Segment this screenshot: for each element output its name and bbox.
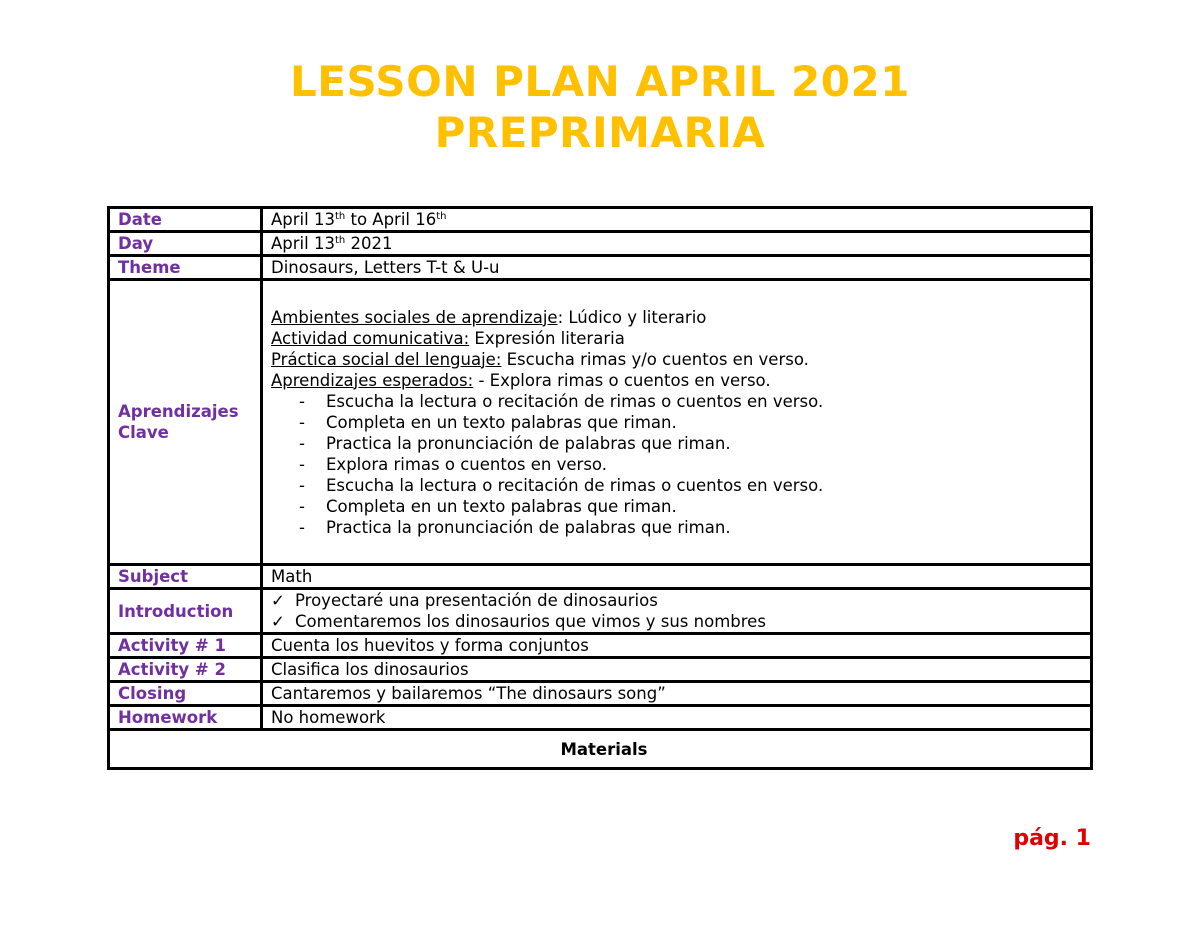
value-subject: Math (262, 565, 1092, 589)
list-item: - Completa en un texto palabras que riman. (299, 412, 1090, 433)
aprendizajes-list (271, 391, 1090, 538)
check-icon: ✓ (271, 612, 285, 631)
page-number: pág. 1 (1013, 826, 1091, 851)
list-item: - Practica la pronunciación de palabras que riman. (299, 517, 1090, 538)
value-activity-1: Cuenta los huevitos y forma conjuntos (262, 634, 1092, 658)
title-line-1: LESSON PLAN APRIL 2021 (290, 57, 910, 106)
row-materials (109, 730, 1092, 769)
label-theme: Theme (109, 256, 262, 280)
ambientes-line: Ambientes sociales de aprendizaje: Lúdico y literario (271, 307, 707, 327)
label-closing: Closing (109, 682, 262, 706)
document-title (0, 56, 1200, 158)
label-homework: Homework (109, 706, 262, 730)
value-theme: Dinosaurs, Letters T-t & U-u (262, 256, 1092, 280)
label-activity-2: Activity # 2 (109, 658, 262, 682)
practica-line: Práctica social del lenguaje: Escucha rimas y/o cuentos en verso. (271, 349, 809, 369)
list-item: - Escucha la lectura o recitación de rimas o cuentos en verso. (299, 391, 1090, 412)
label-day: Day (109, 232, 262, 256)
list-item: - Explora rimas o cuentos en verso. (299, 454, 1090, 475)
esperados-line: Aprendizajes esperados: - Explora rimas o cuentos en verso. (271, 370, 771, 390)
actividad-line: Actividad comunicativa: Expresión literaria (271, 328, 625, 348)
value-day: April 13th 2021 (262, 232, 1092, 256)
label-introduction: Introduction (109, 589, 262, 634)
value-homework: No homework (262, 706, 1092, 730)
title-line-2: PREPRIMARIA (434, 108, 766, 157)
list-item: ✓ Proyectaré una presentación de dinosaurios (271, 591, 658, 610)
row-theme (109, 256, 1092, 280)
list-item: - Practica la pronunciación de palabras que riman. (299, 433, 1090, 454)
value-activity-2: Clasifica los dinosaurios (262, 658, 1092, 682)
value-closing: Cantaremos y bailaremos “The dinosaurs song” (262, 682, 1092, 706)
value-date: April 13th to April 16th (262, 208, 1092, 232)
row-date (109, 208, 1092, 232)
row-activity-1 (109, 634, 1092, 658)
row-aprendizajes (109, 280, 1092, 565)
row-introduction (109, 589, 1092, 634)
row-homework (109, 706, 1092, 730)
list-item: ✓ Comentaremos los dinosaurios que vimos y sus nombres (271, 612, 766, 631)
value-introduction (262, 589, 1092, 634)
label-aprendizajes: Aprendizajes Clave (109, 280, 262, 565)
row-activity-2 (109, 658, 1092, 682)
row-closing (109, 682, 1092, 706)
list-item: - Completa en un texto palabras que riman. (299, 496, 1090, 517)
label-date: Date (109, 208, 262, 232)
value-aprendizajes (262, 280, 1092, 565)
lesson-plan-table (107, 206, 1093, 770)
row-subject (109, 565, 1092, 589)
check-icon: ✓ (271, 591, 285, 610)
list-item: - Escucha la lectura o recitación de rimas o cuentos en verso. (299, 475, 1090, 496)
label-subject: Subject (109, 565, 262, 589)
label-activity-1: Activity # 1 (109, 634, 262, 658)
introduction-list (271, 590, 1090, 632)
row-day (109, 232, 1092, 256)
label-materials: Materials (109, 730, 1092, 769)
